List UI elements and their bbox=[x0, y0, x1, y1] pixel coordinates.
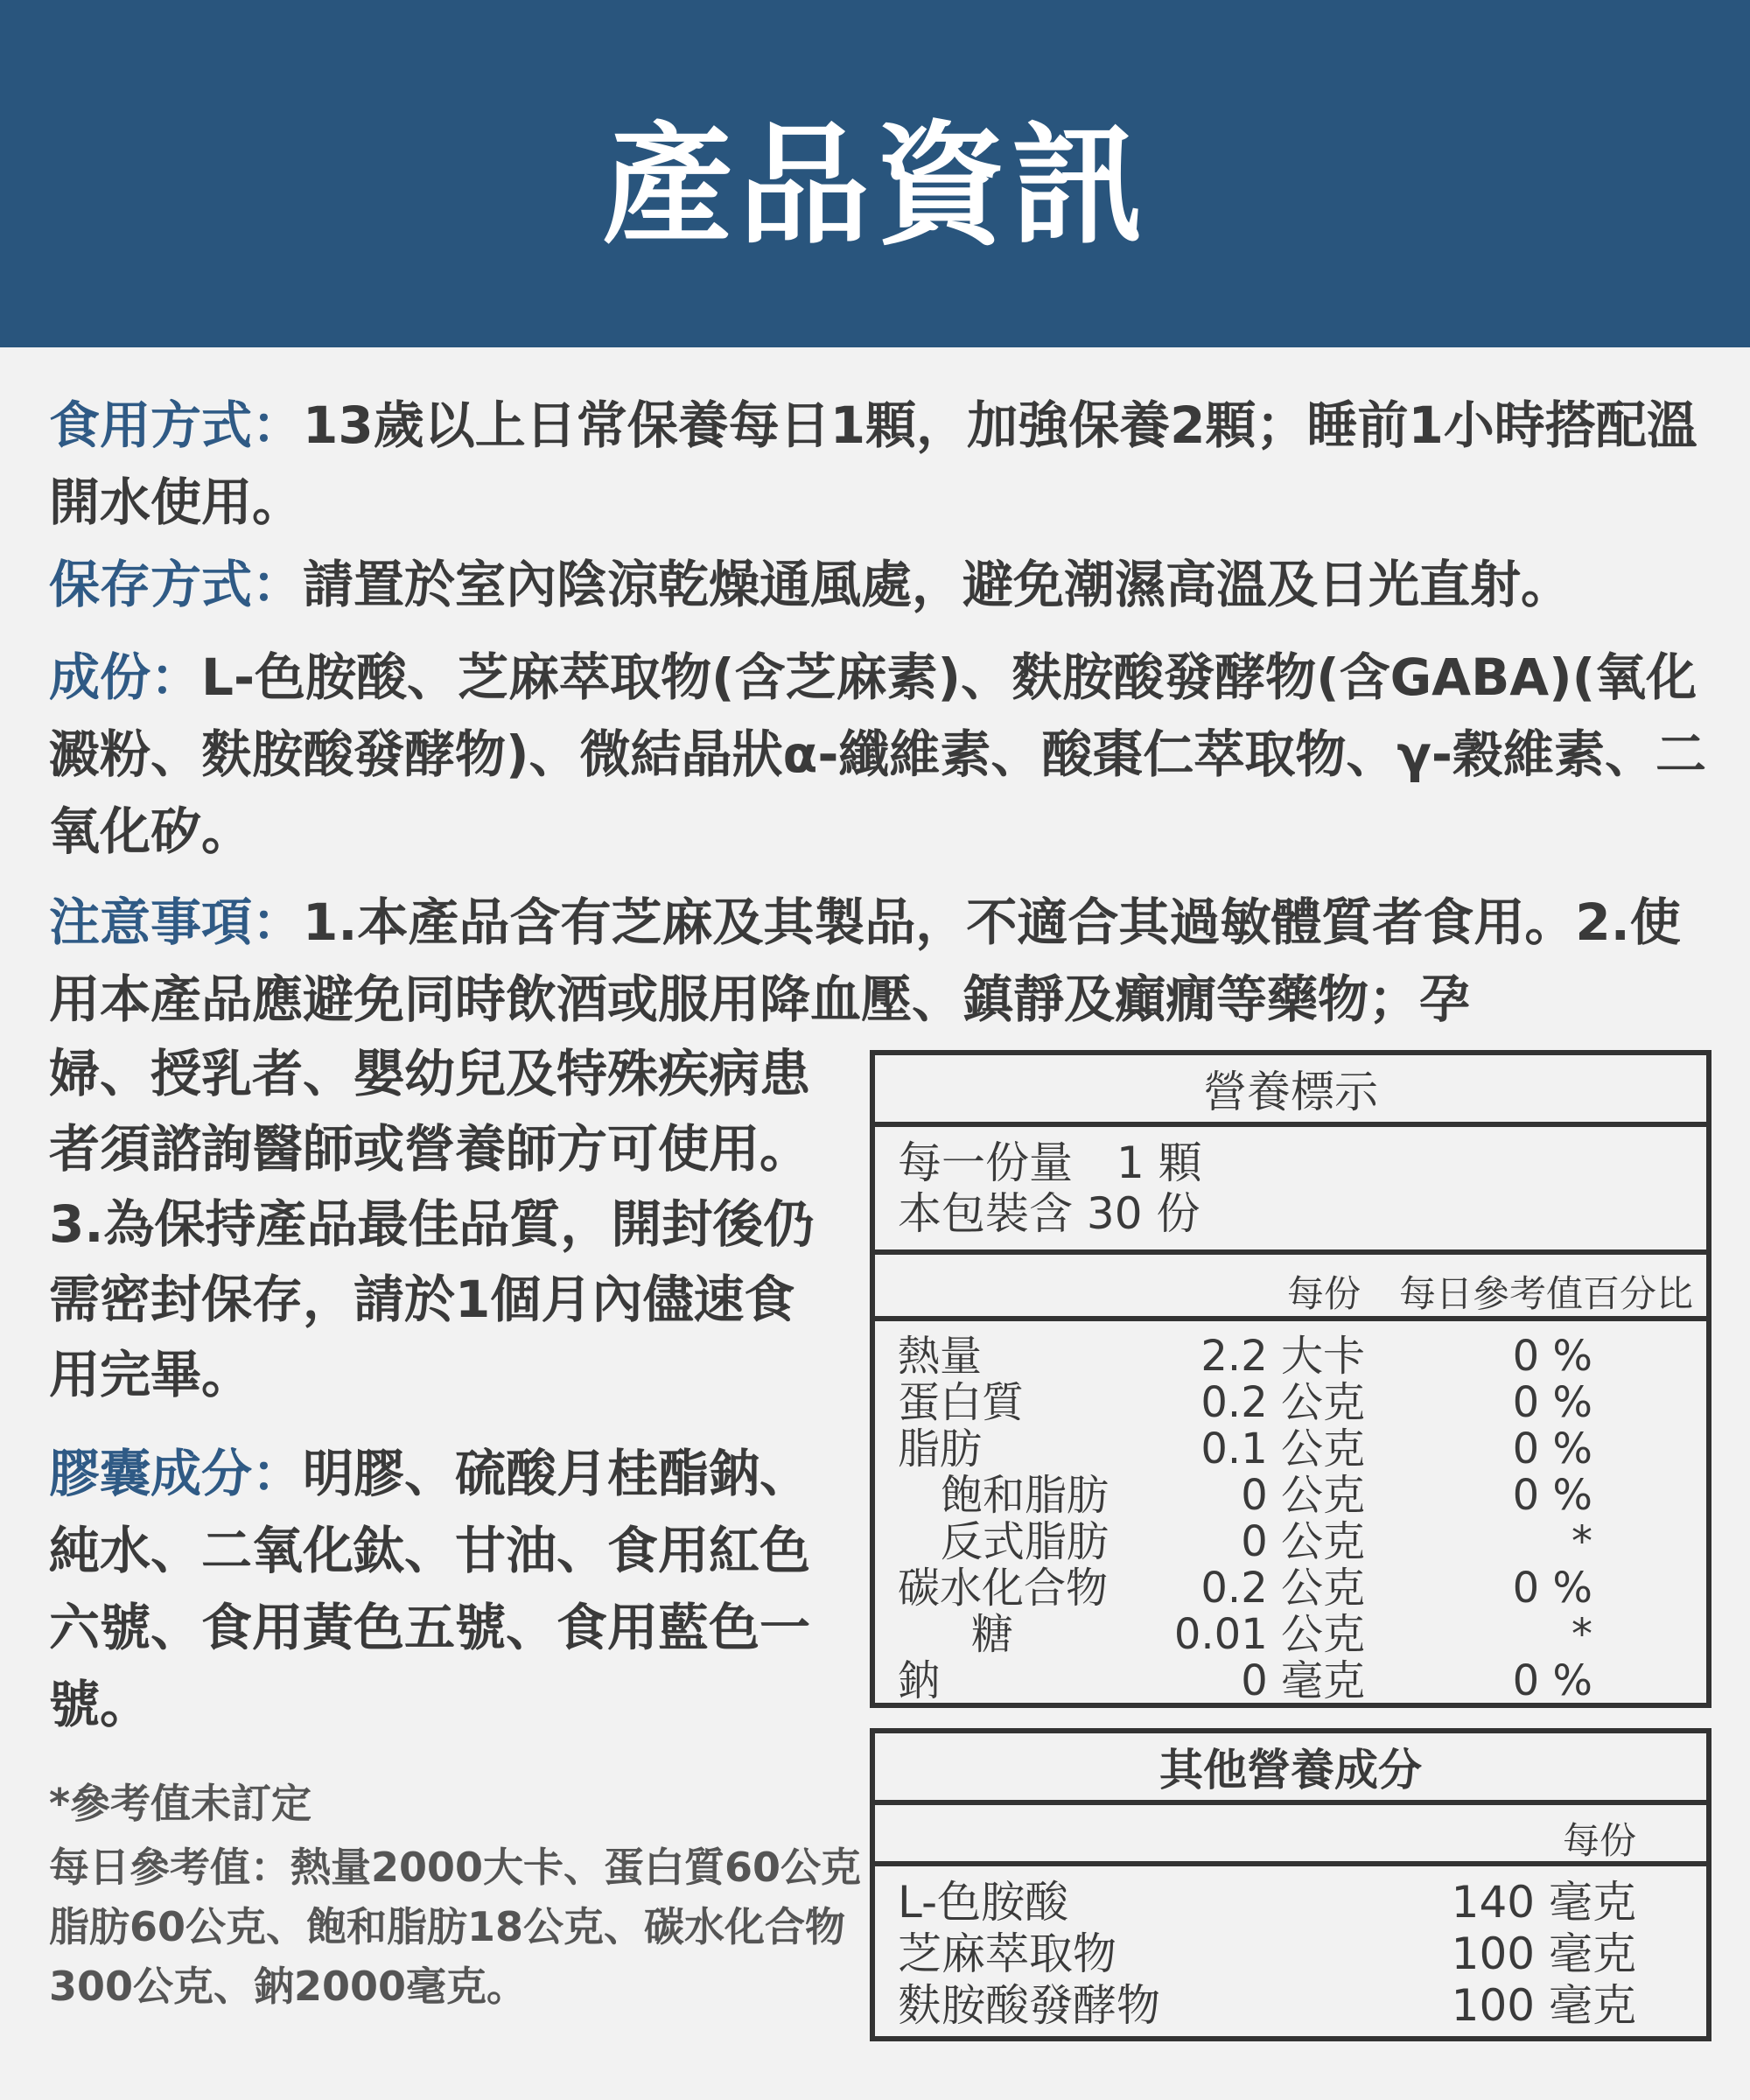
nutrient-name: 芝麻萃取物 bbox=[898, 1928, 1116, 1979]
nutrient-value: 140 毫克 bbox=[1451, 1877, 1636, 1928]
nutrition-title: 營養標示 bbox=[875, 1055, 1706, 1127]
nutrient-value: 0.1 公克 bbox=[1200, 1424, 1365, 1474]
table-row bbox=[875, 1658, 1706, 1704]
table-row bbox=[875, 1877, 1706, 1928]
nutrient-percent: 0 % bbox=[1512, 1471, 1592, 1520]
col-per-serving: 每份 bbox=[1562, 1819, 1636, 1862]
header-banner bbox=[0, 0, 1750, 347]
nutrient-percent: 0 % bbox=[1512, 1378, 1592, 1427]
notice-section bbox=[49, 884, 1729, 1038]
nutrient-name: L-色胺酸 bbox=[898, 1877, 1069, 1928]
nutrient-percent: 0 % bbox=[1512, 1424, 1592, 1474]
nutrient-name: 蛋白質 bbox=[898, 1378, 1025, 1427]
nutrient-name: 脂肪 bbox=[898, 1424, 983, 1474]
table-row bbox=[875, 1980, 1706, 2032]
nutrient-name: 麩胺酸發酵物 bbox=[898, 1980, 1160, 2031]
table-row bbox=[875, 1928, 1706, 1980]
storage-text: 請置於室內陰涼乾燥通風處，避免潮濕高溫及日光直射。 bbox=[303, 555, 1572, 614]
nutrient-name: 鈉 bbox=[898, 1656, 941, 1705]
nutrient-name: 碳水化合物 bbox=[898, 1564, 1109, 1613]
serving-info bbox=[875, 1127, 1706, 1255]
nutrient-percent: * bbox=[1572, 1610, 1592, 1659]
capsule-section bbox=[49, 1435, 836, 1743]
other-rows bbox=[875, 1866, 1706, 2032]
storage-label: 保存方式： bbox=[49, 555, 304, 614]
other-column-header bbox=[875, 1805, 1706, 1866]
nutrient-value: 0.2 公克 bbox=[1200, 1378, 1365, 1427]
usage-text: 13歲以上日常保養每日1顆，加強保養2顆；睡前1小時搭配溫開水使用。 bbox=[49, 396, 1698, 532]
page-title: 產品資訊 bbox=[601, 109, 1148, 262]
capsule-label: 膠囊成分： bbox=[49, 1444, 304, 1503]
notice-label: 注意事項： bbox=[49, 892, 304, 952]
table-row bbox=[875, 1565, 1706, 1612]
col-per-serving: 每份 bbox=[1286, 1272, 1361, 1315]
col-daily-percent: 每日參考值百分比 bbox=[1398, 1272, 1693, 1315]
ingredients-label: 成份： bbox=[49, 648, 202, 707]
nutrient-value: 100 毫克 bbox=[1451, 1928, 1636, 1979]
nutrient-percent: 0 % bbox=[1512, 1332, 1592, 1381]
nutrient-value: 100 毫克 bbox=[1451, 1980, 1636, 2031]
nutrient-value: 0.2 公克 bbox=[1200, 1564, 1365, 1613]
nutrient-name: 飽和脂肪 bbox=[941, 1471, 1110, 1520]
notice-text-bottom: 婦、授乳者、嬰幼兒及特殊疾病患者須諮詢醫師或營養師方可使用。3.為保持產品最佳品質，開封後仍需密封保存，請於1個月內儘速食用完畢。 bbox=[49, 1044, 815, 1404]
other-nutrients-table bbox=[870, 1728, 1712, 2041]
storage-section bbox=[49, 546, 1729, 623]
nutrition-facts-table bbox=[870, 1050, 1712, 1708]
usage-label: 食用方式： bbox=[49, 396, 304, 455]
ingredients-section bbox=[49, 639, 1729, 870]
nutrient-value: 0 毫克 bbox=[1241, 1656, 1365, 1705]
table-row bbox=[875, 1334, 1706, 1380]
other-nutrients-title: 其他營養成分 bbox=[875, 1733, 1706, 1805]
notice-text-top: 1.本產品含有芝麻及其製品，不適合其過敏體質者食用。2.使用本產品應避免同時飲酒或服用降血壓、鎮靜及癲癇等藥物；孕 bbox=[49, 892, 1681, 1029]
table-row bbox=[875, 1380, 1706, 1426]
nutrient-percent: 0 % bbox=[1512, 1656, 1592, 1705]
table-row bbox=[875, 1426, 1706, 1473]
table-row bbox=[875, 1473, 1706, 1519]
nutrient-percent: * bbox=[1572, 1517, 1592, 1566]
note-undefined-reference: *參考值未訂定 bbox=[49, 1780, 312, 1827]
table-row bbox=[875, 1612, 1706, 1658]
nutrient-name: 熱量 bbox=[898, 1332, 983, 1381]
nutrient-value: 0.01 公克 bbox=[1173, 1610, 1365, 1659]
nutrient-value: 2.2 大卡 bbox=[1200, 1332, 1365, 1381]
nutrition-column-header bbox=[875, 1255, 1706, 1321]
capsule-text: 明膠、硫酸月桂酯鈉、純水、二氧化鈦、甘油、食用紅色六號、食用黃色五號、食用藍色一號。 bbox=[49, 1444, 811, 1734]
nutrition-rows bbox=[875, 1321, 1706, 1704]
nutrient-percent: 0 % bbox=[1512, 1564, 1592, 1613]
nutrient-value: 0 公克 bbox=[1241, 1517, 1365, 1566]
serving-size: 每一份量 1 顆 bbox=[898, 1138, 1202, 1188]
nutrient-name: 糖 bbox=[971, 1610, 1014, 1659]
nutrient-value: 0 公克 bbox=[1241, 1471, 1365, 1520]
note-daily-reference: 每日參考值：熱量2000大卡、蛋白質60公克脂肪60公克、飽和脂肪18公克、碳水化合物300公克、鈉2000毫克。 bbox=[49, 1844, 862, 2010]
notice-section-continued bbox=[49, 1036, 836, 1412]
nutrient-name: 反式脂肪 bbox=[941, 1517, 1110, 1566]
usage-section bbox=[49, 387, 1729, 541]
ingredients-text: L-色胺酸、芝麻萃取物(含芝麻素)、麩胺酸發酵物(含GABA)(氧化澱粉、麩胺酸發酵物)、微結晶狀α-纖維素、酸棗仁萃取物、γ-穀維素、二氧化矽。 bbox=[49, 648, 1707, 861]
servings-per-pack: 本包裝含 30 份 bbox=[898, 1188, 1200, 1239]
table-row bbox=[875, 1519, 1706, 1565]
